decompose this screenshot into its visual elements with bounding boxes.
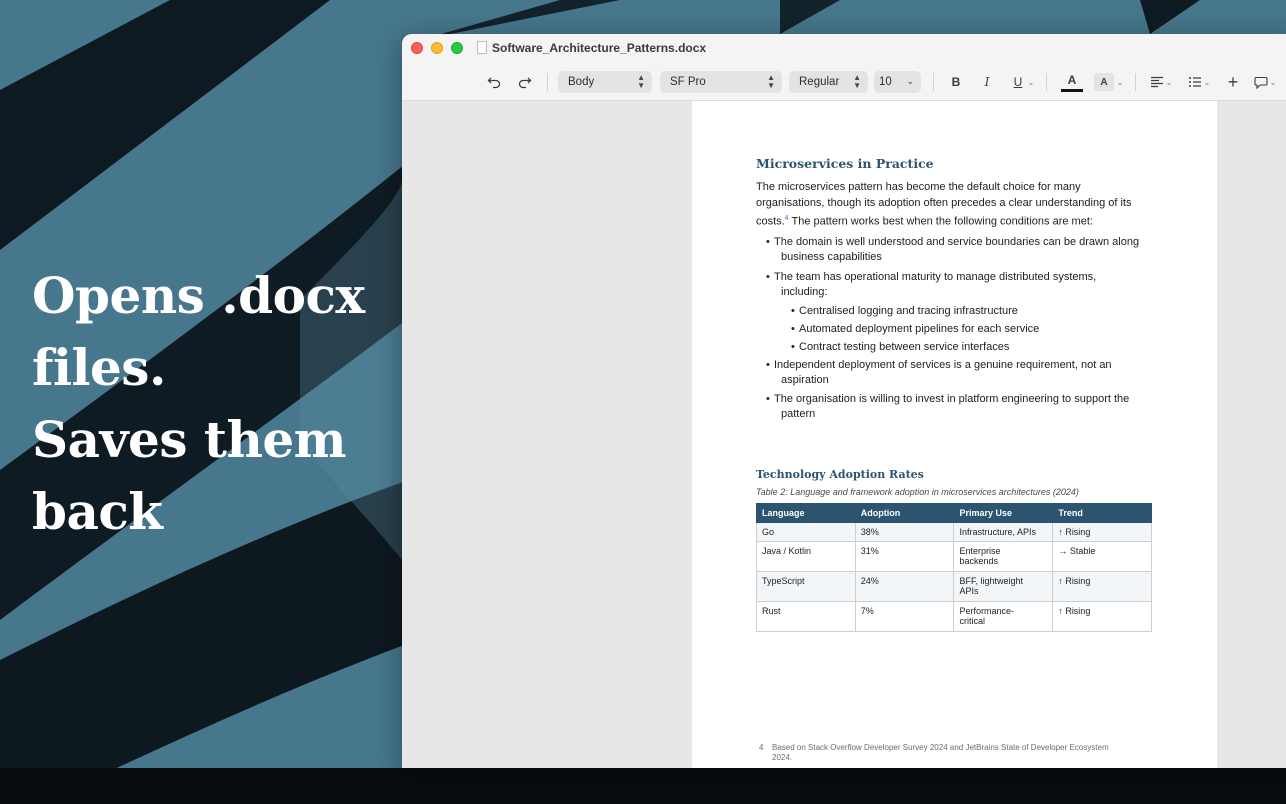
zoom-window-button[interactable] — [451, 42, 463, 54]
table-row — [757, 572, 1152, 602]
list-item: • The domain is well understood and service boundaries can be drawn along business capabilities — [766, 236, 1140, 263]
title-bar — [402, 34, 1286, 62]
list-item-text: The team has operational maturity to manage distributed systems, — [774, 271, 1097, 283]
list-item-text: Automated deployment pipelines for each service — [799, 323, 1040, 335]
list-item-text: The organisation is willing to invest in platform engineering to support the — [774, 393, 1130, 405]
underline-button[interactable]: U — [1013, 75, 1023, 89]
cell-line: Enterprise — [959, 546, 1001, 556]
list-item-text: business capabilities — [781, 251, 882, 263]
list-item: • Independent deployment of services is a genuine requirement, not an aspiration — [766, 359, 1112, 386]
table-cell: Go — [757, 523, 856, 542]
footnote-line: Based on Stack Overflow Developer Survey 2024 and JetBrains State of Developer Ecosystem — [772, 743, 1109, 752]
table-caption: Table 2: Language and framework adoption in microservices architectures (2024) — [756, 487, 1079, 497]
footnote-reference[interactable]: 4 — [784, 215, 789, 222]
headline-line: Opens .docx — [32, 266, 365, 325]
table-cell — [954, 572, 1053, 602]
cell-line: critical — [959, 616, 985, 626]
paragraph-line — [756, 211, 1156, 227]
adoption-table — [756, 503, 1152, 632]
table-cell: 38% — [855, 523, 954, 542]
list-item: • The organisation is willing to invest in platform engineering to support the pattern — [766, 393, 1130, 420]
footnote-line: 2024. — [772, 753, 793, 762]
intro-paragraph — [756, 179, 1156, 227]
align-left-icon[interactable]: ⌄ — [1148, 71, 1174, 93]
font-color-swatch — [1061, 89, 1083, 92]
list-item-text: Contract testing between service interfaces — [799, 341, 1010, 353]
font-color-button[interactable]: A — [1067, 73, 1077, 87]
table-cell: Rust — [757, 602, 856, 632]
table-cell — [954, 602, 1053, 632]
marketing-headline — [32, 260, 372, 548]
list-item-text: Independent deployment of services is a genuine requirement, not an — [774, 359, 1112, 371]
table-cell: ↑ Rising — [1053, 602, 1152, 632]
font-family-value: SF Pro — [670, 76, 706, 88]
chevron-updown-icon: ▲ ▼ — [853, 73, 861, 90]
chevron-down-icon[interactable]: ⌄ — [1116, 77, 1124, 87]
toolbar-divider — [1135, 73, 1136, 91]
redo-icon[interactable] — [515, 71, 535, 93]
cell-line: APIs — [959, 586, 979, 596]
paragraph-line: The microservices pattern has become the default choice for many — [756, 181, 1081, 193]
chevron-down-icon[interactable]: ⌄ — [1027, 77, 1035, 87]
chevron-updown-icon: ▲ ▼ — [637, 73, 645, 90]
footnote-text — [772, 743, 1172, 763]
bold-button[interactable]: B — [951, 75, 961, 89]
paragraph-style-value: Body — [568, 76, 595, 88]
table-cell: 31% — [855, 542, 954, 572]
cell-line: Performance- — [959, 606, 1015, 616]
cell-line: backends — [959, 556, 999, 566]
sub-list-item: • Automated deployment pipelines for each service — [791, 323, 1040, 335]
sub-list-item: • Centralised logging and tracing infrastructure — [791, 305, 1018, 317]
italic-button[interactable]: I — [984, 75, 990, 89]
toolbar-divider — [933, 73, 934, 91]
font-weight-select[interactable] — [789, 71, 868, 93]
table-cell: TypeScript — [757, 572, 856, 602]
table-cell: → Stable — [1053, 542, 1152, 572]
highlight-color-button[interactable]: A — [1094, 73, 1114, 91]
close-window-button[interactable] — [411, 42, 423, 54]
paragraph-text: costs. — [756, 215, 785, 228]
footnote-number: 4 — [759, 743, 764, 752]
list-item-text: aspiration — [781, 374, 829, 386]
table-cell: ↑ Rising — [1053, 572, 1152, 602]
table-row — [757, 523, 1152, 542]
list-item-text: including: — [781, 286, 828, 298]
table-header-cell: Adoption — [855, 504, 954, 523]
comment-icon[interactable]: ⌄ — [1252, 71, 1278, 93]
table-row — [757, 602, 1152, 632]
paragraph-style-select[interactable] — [558, 71, 652, 93]
table-cell: 7% — [855, 602, 954, 632]
list-icon[interactable]: ⌄ — [1186, 71, 1212, 93]
table-cell: 24% — [855, 572, 954, 602]
headline-line: files. — [32, 338, 166, 397]
font-size-select[interactable] — [874, 71, 921, 93]
headline-line: Saves them — [32, 410, 347, 469]
table-cell: ↑ Rising — [1053, 523, 1152, 542]
table-header-cell: Language — [757, 504, 856, 523]
window-title: Software_Architecture_Patterns.docx — [492, 41, 707, 55]
table-header-cell: Trend — [1053, 504, 1152, 523]
plus-icon[interactable]: + — [1227, 71, 1239, 92]
formatting-toolbar — [402, 62, 1286, 101]
paragraph-line: organisations, though its adoption often precedes a clear understanding of its — [756, 197, 1132, 209]
table-header-cell: Primary Use — [954, 504, 1053, 523]
headline-line: back — [32, 482, 163, 541]
chevron-down-icon: ⌄ — [906, 76, 914, 86]
paragraph-text: The pattern works best when the following conditions are met: — [788, 215, 1093, 228]
list-item-text: pattern — [781, 408, 816, 420]
sub-list-item: • Contract testing between service interfaces — [791, 341, 1010, 353]
font-size-value: 10 — [879, 76, 892, 88]
table-cell — [954, 542, 1053, 572]
table-cell: Infrastructure, APIs — [954, 523, 1053, 542]
section-heading: Microservices in Practice — [756, 156, 934, 171]
list-item-text: Centralised logging and tracing infrastructure — [799, 305, 1018, 317]
table-row — [757, 542, 1152, 572]
table-cell: Java / Kotlin — [757, 542, 856, 572]
document-icon — [477, 41, 487, 54]
toolbar-divider — [547, 73, 548, 91]
chevron-updown-icon: ▲ ▼ — [767, 73, 775, 90]
undo-icon[interactable] — [484, 71, 504, 93]
document-window — [402, 34, 1286, 768]
toolbar-divider — [1046, 73, 1047, 91]
list-item-text: The domain is well understood and service boundaries can be drawn along — [774, 236, 1140, 248]
list-item: • The team has operational maturity to manage distributed systems, including: — [766, 271, 1097, 298]
font-family-select[interactable] — [660, 71, 782, 93]
cell-line: BFF, lightweight — [959, 576, 1024, 586]
document-page[interactable] — [692, 101, 1217, 768]
font-weight-value: Regular — [799, 76, 840, 88]
minimize-window-button[interactable] — [431, 42, 443, 54]
section-heading: Technology Adoption Rates — [756, 468, 924, 481]
